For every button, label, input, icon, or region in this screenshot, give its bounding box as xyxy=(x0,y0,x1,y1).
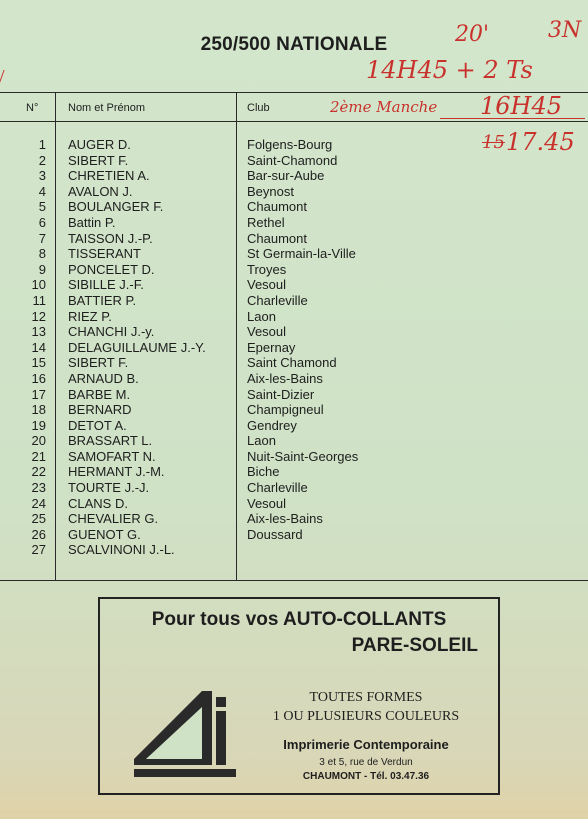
row-number: 25 xyxy=(31,511,46,527)
row-name: GUENOT G. xyxy=(68,526,141,542)
row-number: 17 xyxy=(31,386,46,402)
row-number: 22 xyxy=(31,464,46,480)
row-number: 20 xyxy=(31,433,46,449)
column-header-club: Club xyxy=(247,102,270,114)
table-bottom-border xyxy=(0,580,588,581)
row-club: Chaumont xyxy=(247,199,307,215)
row-number: 18 xyxy=(31,402,46,418)
row-club: Saint Chamond xyxy=(247,355,337,371)
row-club: Folgens-Bourg xyxy=(247,137,333,152)
row-club: Nuit-Saint-Georges xyxy=(247,448,359,464)
handwritten-other-time: 17.45 xyxy=(506,128,575,156)
row-club: Biche xyxy=(247,464,280,480)
row-name: ARNAUD B. xyxy=(68,370,139,386)
row-club: Charleville xyxy=(247,480,308,496)
row-name: PONCELET D. xyxy=(68,261,155,277)
row-name: SCALVINONI J.-L. xyxy=(68,542,175,558)
row-club: Saint-Dizier xyxy=(247,386,315,402)
row-name: BARBE M. xyxy=(68,386,131,402)
table-row xyxy=(0,433,588,449)
row-number: 23 xyxy=(31,480,46,496)
table-row xyxy=(0,262,588,278)
table-row xyxy=(0,418,588,434)
row-name: TAISSON J.-P. xyxy=(68,230,153,246)
row-name: AUGER D. xyxy=(68,137,131,152)
row-name: RIEZ P. xyxy=(68,308,112,324)
table-row xyxy=(0,231,588,247)
table-row xyxy=(0,184,588,200)
row-name: AVALON J. xyxy=(68,183,133,199)
row-name: CHEVALIER G. xyxy=(68,511,159,527)
table-row xyxy=(0,402,588,418)
ad-colours: 1 OU PLUSIEURS COULEURS xyxy=(272,709,460,724)
table-row xyxy=(0,355,588,371)
row-club: Rethel xyxy=(247,214,285,230)
column-header-name: Nom et Prénom xyxy=(68,102,146,114)
table-row xyxy=(0,464,588,480)
column-header-number: N° xyxy=(26,102,39,114)
table-row xyxy=(0,387,588,403)
row-name: BRASSART L. xyxy=(68,433,153,449)
row-number: 9 xyxy=(38,261,46,277)
row-number: 10 xyxy=(31,277,46,293)
table-row xyxy=(0,480,588,496)
row-number: 19 xyxy=(31,417,46,433)
row-name: CHANCHI J.-y. xyxy=(68,324,155,340)
page-title: 250/500 NATIONALE xyxy=(200,34,388,55)
ad-address: 3 et 5, rue de Verdun xyxy=(319,757,413,768)
handwritten-round-time: 16H45 xyxy=(480,92,563,120)
row-club: Aix-les-Bains xyxy=(247,511,323,527)
row-club: Doussard xyxy=(247,526,303,542)
ad-city-phone: CHAUMONT - Tél. 03.47.36 xyxy=(302,771,430,782)
row-number: 8 xyxy=(38,246,46,262)
row-name: SAMOFART N. xyxy=(68,448,156,464)
row-club: Bar-sur-Aube xyxy=(247,168,325,184)
ad-headline: Pour tous vos AUTO-COLLANTS xyxy=(151,609,447,630)
row-club: Epernay xyxy=(247,339,296,355)
handwritten-note-top: 20' xyxy=(455,22,490,47)
row-name: Battin P. xyxy=(68,214,116,230)
row-name: BOULANGER F. xyxy=(68,199,164,215)
handwritten-start-time: 14H45 + 2 Ts xyxy=(366,56,533,84)
table-row xyxy=(0,496,588,512)
row-name: SIBILLE J.-F. xyxy=(68,277,144,293)
row-club: Troyes xyxy=(247,261,287,277)
table-top-border xyxy=(0,92,588,93)
row-number: 2 xyxy=(38,152,46,168)
ad-subheadline: PARE-SOLEIL xyxy=(351,635,478,656)
row-number: 27 xyxy=(31,542,46,558)
row-number: 11 xyxy=(32,292,46,308)
table-row xyxy=(0,246,588,262)
row-club: Laon xyxy=(247,433,276,449)
table-row xyxy=(0,371,588,387)
table-row xyxy=(0,277,588,293)
ad-company-name: Imprimerie Contemporaine xyxy=(283,737,449,752)
row-name: SIBERT F. xyxy=(68,355,129,371)
table-row xyxy=(0,293,588,309)
row-name: HERMANT J.-M. xyxy=(68,464,165,480)
row-number: 21 xyxy=(31,448,46,464)
row-number: 1 xyxy=(38,137,46,152)
row-name: DELAGUILLAUME J.-Y. xyxy=(68,339,206,355)
advertisement-box xyxy=(98,597,500,795)
table-row xyxy=(0,199,588,215)
row-number: 13 xyxy=(31,324,46,340)
row-club: Vesoul xyxy=(247,495,287,511)
row-name: DETOT A. xyxy=(68,417,127,433)
handwritten-margin-mark xyxy=(0,70,19,90)
ad-formats: TOUTES FORMES xyxy=(309,690,423,705)
table-row xyxy=(0,215,588,231)
table-row xyxy=(0,324,588,340)
row-number: 16 xyxy=(31,370,46,386)
row-club: Charleville xyxy=(247,292,308,308)
handwritten-note-top-right: 3N xyxy=(548,18,582,43)
table-row xyxy=(0,340,588,356)
row-name: SIBERT F. xyxy=(68,152,129,168)
row-club: Chaumont xyxy=(247,230,307,246)
printer-logo-icon xyxy=(130,689,240,781)
row-club: Beynost xyxy=(247,183,294,199)
row-number: 15 xyxy=(31,355,46,371)
table-row xyxy=(0,309,588,325)
row-name: BATTIER P. xyxy=(68,292,137,308)
table-row xyxy=(0,168,588,184)
row-club: Vesoul xyxy=(247,277,287,293)
row-number: 26 xyxy=(31,526,46,542)
row-club: Laon xyxy=(247,308,276,324)
row-number: 3 xyxy=(38,168,46,184)
row-name: TISSERANT xyxy=(68,246,141,262)
handwritten-underline xyxy=(440,118,585,119)
table-row xyxy=(0,527,588,543)
row-name: TOURTE J.-J. xyxy=(68,480,150,496)
row-club: St Germain-la-Ville xyxy=(247,246,356,262)
row-number: 4 xyxy=(38,183,46,199)
table-header-border xyxy=(0,121,588,122)
entrants-table xyxy=(0,137,588,558)
row-club: Vesoul xyxy=(247,324,287,340)
table-row xyxy=(0,153,588,169)
row-number: 24 xyxy=(31,495,46,511)
handwritten-round-label: 2ème Manche xyxy=(330,98,438,116)
row-club: Gendrey xyxy=(247,417,297,433)
row-number: 12 xyxy=(31,308,46,324)
row-number: 14 xyxy=(31,339,46,355)
handwritten-crossed-prefix: 15 xyxy=(482,132,505,153)
table-row xyxy=(0,137,588,153)
row-number: 6 xyxy=(38,214,46,230)
row-club: Saint-Chamond xyxy=(247,152,338,168)
row-club: Aix-les-Bains xyxy=(247,370,323,386)
table-row xyxy=(0,542,588,558)
row-number: 5 xyxy=(38,199,46,215)
row-club: Champigneul xyxy=(247,402,324,418)
row-name: CHRETIEN A. xyxy=(68,168,150,184)
table-row xyxy=(0,511,588,527)
row-number: 7 xyxy=(38,230,46,246)
table-row xyxy=(0,449,588,465)
row-name: BERNARD xyxy=(68,402,132,418)
row-name: CLANS D. xyxy=(68,495,128,511)
